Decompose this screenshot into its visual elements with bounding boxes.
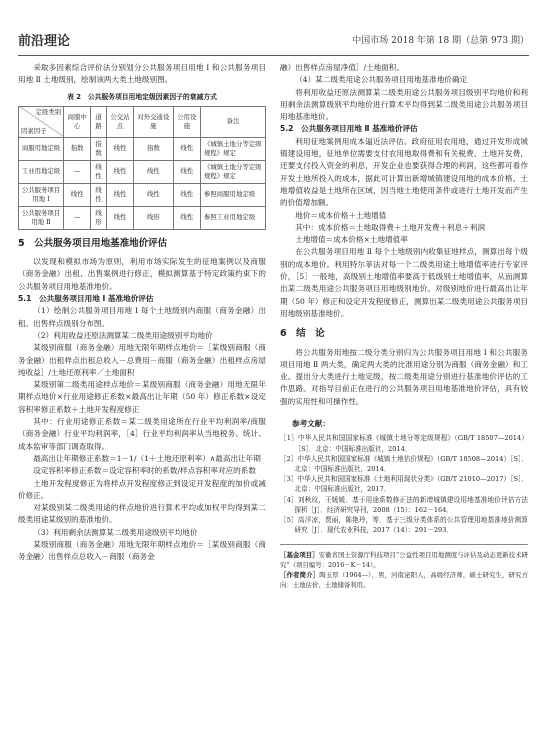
table-cell: 线性 xyxy=(173,160,200,183)
paragraph: 融）出售样点房屋净值］/土地面积。 xyxy=(280,63,405,72)
table-cell: 指数 xyxy=(64,137,91,160)
fund-label: ［基金项目］ xyxy=(280,551,319,560)
formula: 其中：成本价格＝土地取得费＋土地开发费＋利息＋利润 xyxy=(295,222,486,232)
col-header: 公交站点 xyxy=(106,106,133,137)
header-divider xyxy=(18,55,529,56)
reference-item: ［1］中华人民共和国国家标准《城镇土地分等定级规程》（GB/T 18507—2014）［S］．北京：中国标准出版社，2014． xyxy=(280,434,528,453)
table-cell: 指数 xyxy=(134,137,173,160)
paragraph: 某级别商服（商务金融）用地无限年期样点地价＝［某级别商服（商务金融）出租样点出租总收入－总费用－商服（商务金融）出租样点房屋纯收益］/土地还原利率／土地面积 xyxy=(18,343,266,377)
formula: 地价＝成本价格＋土地增值 xyxy=(295,210,387,220)
table-cell: 线形 xyxy=(134,206,173,229)
right-column xyxy=(280,62,528,590)
section-5-2-heading: 5.2 公共服务项目用地 Ⅱ 基准地价评估 xyxy=(280,124,418,134)
row-label: 商服用地定级 xyxy=(19,137,64,160)
author-text: 陶玉厚（1964—），男，河南泌阳人，高级经济师，硕士研究生，研究方向：土地估价、土地储备利用。 xyxy=(280,571,529,590)
reference-item: ［3］中华人民共和国国家标准《土地利用现状分类》（GB/T 21010—2017）［S］．北京：中国标准出版社，2017． xyxy=(280,475,528,494)
fund-note xyxy=(280,550,528,570)
list-item: （1）绘制公共服务项目用地 Ⅰ 每个土地级别内商服（商务金融）出租、出售样点级别分布图。 xyxy=(18,306,266,328)
table-cell: — xyxy=(64,160,91,183)
row-label: 公共服务项目用地 Ⅰ xyxy=(19,183,64,206)
table-cell: 线性 xyxy=(91,160,106,183)
formula: 最高出让年期修正系数＝1－1/（1＋土地还原利率）∧最高出让年期 xyxy=(33,453,261,463)
table-cell: 线形 xyxy=(91,206,106,229)
table-row xyxy=(19,137,266,160)
author-label: ［作者简介］ xyxy=(280,571,320,580)
author-note xyxy=(280,570,528,590)
journal-info: 中国市场 2018 年第 18 期（总第 973 期） xyxy=(352,36,529,46)
intro-paragraph: 采取多因素综合评价法分别划分公共服务项目用地 Ⅰ 和公共服务项目用地 Ⅱ 土地级别，绘制该两大类土地级别图。 xyxy=(18,63,266,85)
table-cell: 线性 xyxy=(106,137,133,160)
table-cell: 参照工业用地定级 xyxy=(201,206,266,229)
footnote-divider xyxy=(280,544,528,545)
list-item: （2）利用收益还原法测算某二级类用途级别平均地价 xyxy=(33,330,213,340)
table-cell: 参照商服用地定级 xyxy=(201,183,266,206)
table-cell: 线性 xyxy=(134,160,173,183)
paragraph: 在公共服务项目用地 Ⅱ 每个土地级别内收集征地样点，测算出每个级别的成本地价。利用特尔菲法对每一个二级类用途土地增值率进行专家评价，［5］一般地，高级别土地增值率要高于低级别土地增值率，从而测算出某二级类用途公共服务项目用地级别地价。对级别地价进行最高出让年期（50 年）修正和设定开发程度修正，测算出某二级类用途公共服务项目用地级别基准地价。 xyxy=(280,247,528,318)
paragraph: 设定容积率修正系数＝设定容积率时的系数/样点容积率对应的系数 xyxy=(33,466,256,476)
corner-top-label: 定级类别 xyxy=(35,107,61,116)
footnotes xyxy=(280,550,528,590)
paragraph: 某级别第二级类用途样点地价＝某级别商服（商务金融）用地无限年期样点地价×行业用途修正系数×最高出让年期（50 年）修正系数×设定容积率修正系数＋土地开发程度修正 xyxy=(18,380,266,414)
list-item: （3）利用剩余法测算某二级类用途级别平均地价 xyxy=(33,527,198,537)
reference-item: ［4］刘秋玫，王媛媛．基于用途系数修正法的新增城镇建设用地基准地价评估方法探析［J］．经济研究导刊，2008（15）：162－164． xyxy=(280,495,528,514)
col-header: 公用设施 xyxy=(173,106,200,137)
row-label: 公共服务项目用地 Ⅱ xyxy=(19,206,64,229)
table-cell: 线性 xyxy=(106,183,133,206)
list-item: （4）某二级类用途公共服务项目用地基准地价确定 xyxy=(295,75,468,85)
table-cell: 《城镇土地分等定级规程》规定 xyxy=(201,137,266,160)
table-row xyxy=(19,160,266,183)
table-cell: — xyxy=(64,206,91,229)
paragraph: 将公共服务用地按二级分类分别归为公共服务项目用地 Ⅰ 和公共服务项目用地 Ⅱ 两大类，确定两大类的比准用途分别为商服（商务金融）和工业。提出分大类进行土地定级，按二级类用途分别进行基准地价评估的工作思路。对指导目前正在进行的公共服务项目用地基准地价评估，具有较强的实用性和可操作性。 xyxy=(280,347,528,406)
reference-item: ［2］中华人民共和国国家标准《城镇土地估价规程》（GB/T 18508—2014）［S］．北京：中国标准出版社，2014． xyxy=(280,454,528,473)
section-5-1-heading: 5.1 公共服务项目用地 Ⅰ 基准地价评估 xyxy=(18,294,154,304)
attenuation-table xyxy=(18,106,266,230)
table-cell: 指数 xyxy=(91,137,106,160)
table-caption: 表 2 公共服务项目用地定级因素因子的衰减方式 xyxy=(67,92,217,101)
table-corner-cell xyxy=(19,106,64,137)
col-header: 备注 xyxy=(201,106,266,137)
references-list xyxy=(280,433,528,535)
section-6-heading: 6 结 论 xyxy=(280,328,325,340)
formula: 土地增值＝成本价格×土地增值率 xyxy=(295,235,408,245)
paragraph: 土地开发程度修正为将样点开发程度修正到设定开发程度的加价或减价修正。 xyxy=(18,478,266,500)
paragraph: 将利用收益还原法测算某二级类用途公共服务项目级别平均地价和利用剩余法测算级别平均地价进行算术平均得到某二级类用途公共服务项目用地基准地价。 xyxy=(280,87,528,122)
table-row xyxy=(19,183,266,206)
col-header: 道路 xyxy=(91,106,106,137)
row-label: 工业用地定级 xyxy=(19,160,64,183)
table-cell: 线性 xyxy=(173,206,200,229)
paragraph: 利用征地案例用成本逼近法评估。政府征用农用地，通过开发形成城镇建设用地，征地单位需要支付农用地取得费和有关税费、土地开发费，还要支付投入资金的利息，开发企业也要获得合理的利润，这些都可看作开发土地所投入的成本，据此可计算出新增城镇建设用地的成本价格。土地增值收益是土地所在区域，因当地土地使用条件或进行土地开发而产生的价值增加额。 xyxy=(280,136,528,208)
table-cell: 线性 xyxy=(106,206,133,229)
table-cell: 《城镇土地分等定级规程》规定 xyxy=(201,160,266,183)
col-header: 商服中心 xyxy=(64,106,91,137)
left-column xyxy=(18,62,266,564)
references-heading: 参考文献： xyxy=(292,419,330,429)
table-cell: 线性 xyxy=(91,183,106,206)
paragraph: 某级别商服（商务金融）用地无限年期样点地价＝［某级别商服（商务金融）出售样点总收入－商服（商务金 xyxy=(18,540,266,562)
table-cell: 线性 xyxy=(173,137,200,160)
paragraph: 对某级别某二级类用途的样点地价进行算术平均或加权平均得到某二级类用途某级别的基准地价。 xyxy=(18,503,266,525)
paragraph: 以发现和模拟市场为原则，利用市场实际发生的征地案例以及商服（商务金融）出租、出售案例进行修正，模拟测算基于特定政策约束下的公共服务项目用地基准地价。 xyxy=(18,257,266,291)
section-header: 前沿理论 xyxy=(18,34,71,49)
col-header: 对外交通设施 xyxy=(134,106,173,137)
table-cell: 线性 xyxy=(106,160,133,183)
corner-bottom-label: 因素因子 xyxy=(21,126,47,135)
reference-item: ［5］高洋凉，贾丽，陈艳玲，等．基于三级分类体系的公共管理用地基准地价测算研究［J］．现代农业科技，2017（14）：291－293． xyxy=(280,515,528,535)
table-row xyxy=(19,206,266,229)
table-cell: 线性 xyxy=(134,183,173,206)
fund-text: 安徽省国土资源厅科技项目“公益性项目用地测度与评估及动态更新技术研究”（项目编号：2016－K－14）。 xyxy=(280,551,529,570)
paragraph: 其中：行业用途修正系数＝某二级类用途所在行业平均利润率/商服（商务金融）行业平均利润率，［4］行业平均利润率从当地税务、统计、成本监审等部门调查取得。 xyxy=(18,417,266,451)
table-cell: 线性 xyxy=(173,183,200,206)
table-cell: 线性 xyxy=(64,183,91,206)
section-5-heading: 5 公共服务项目用地基准地价评估 xyxy=(18,237,168,249)
